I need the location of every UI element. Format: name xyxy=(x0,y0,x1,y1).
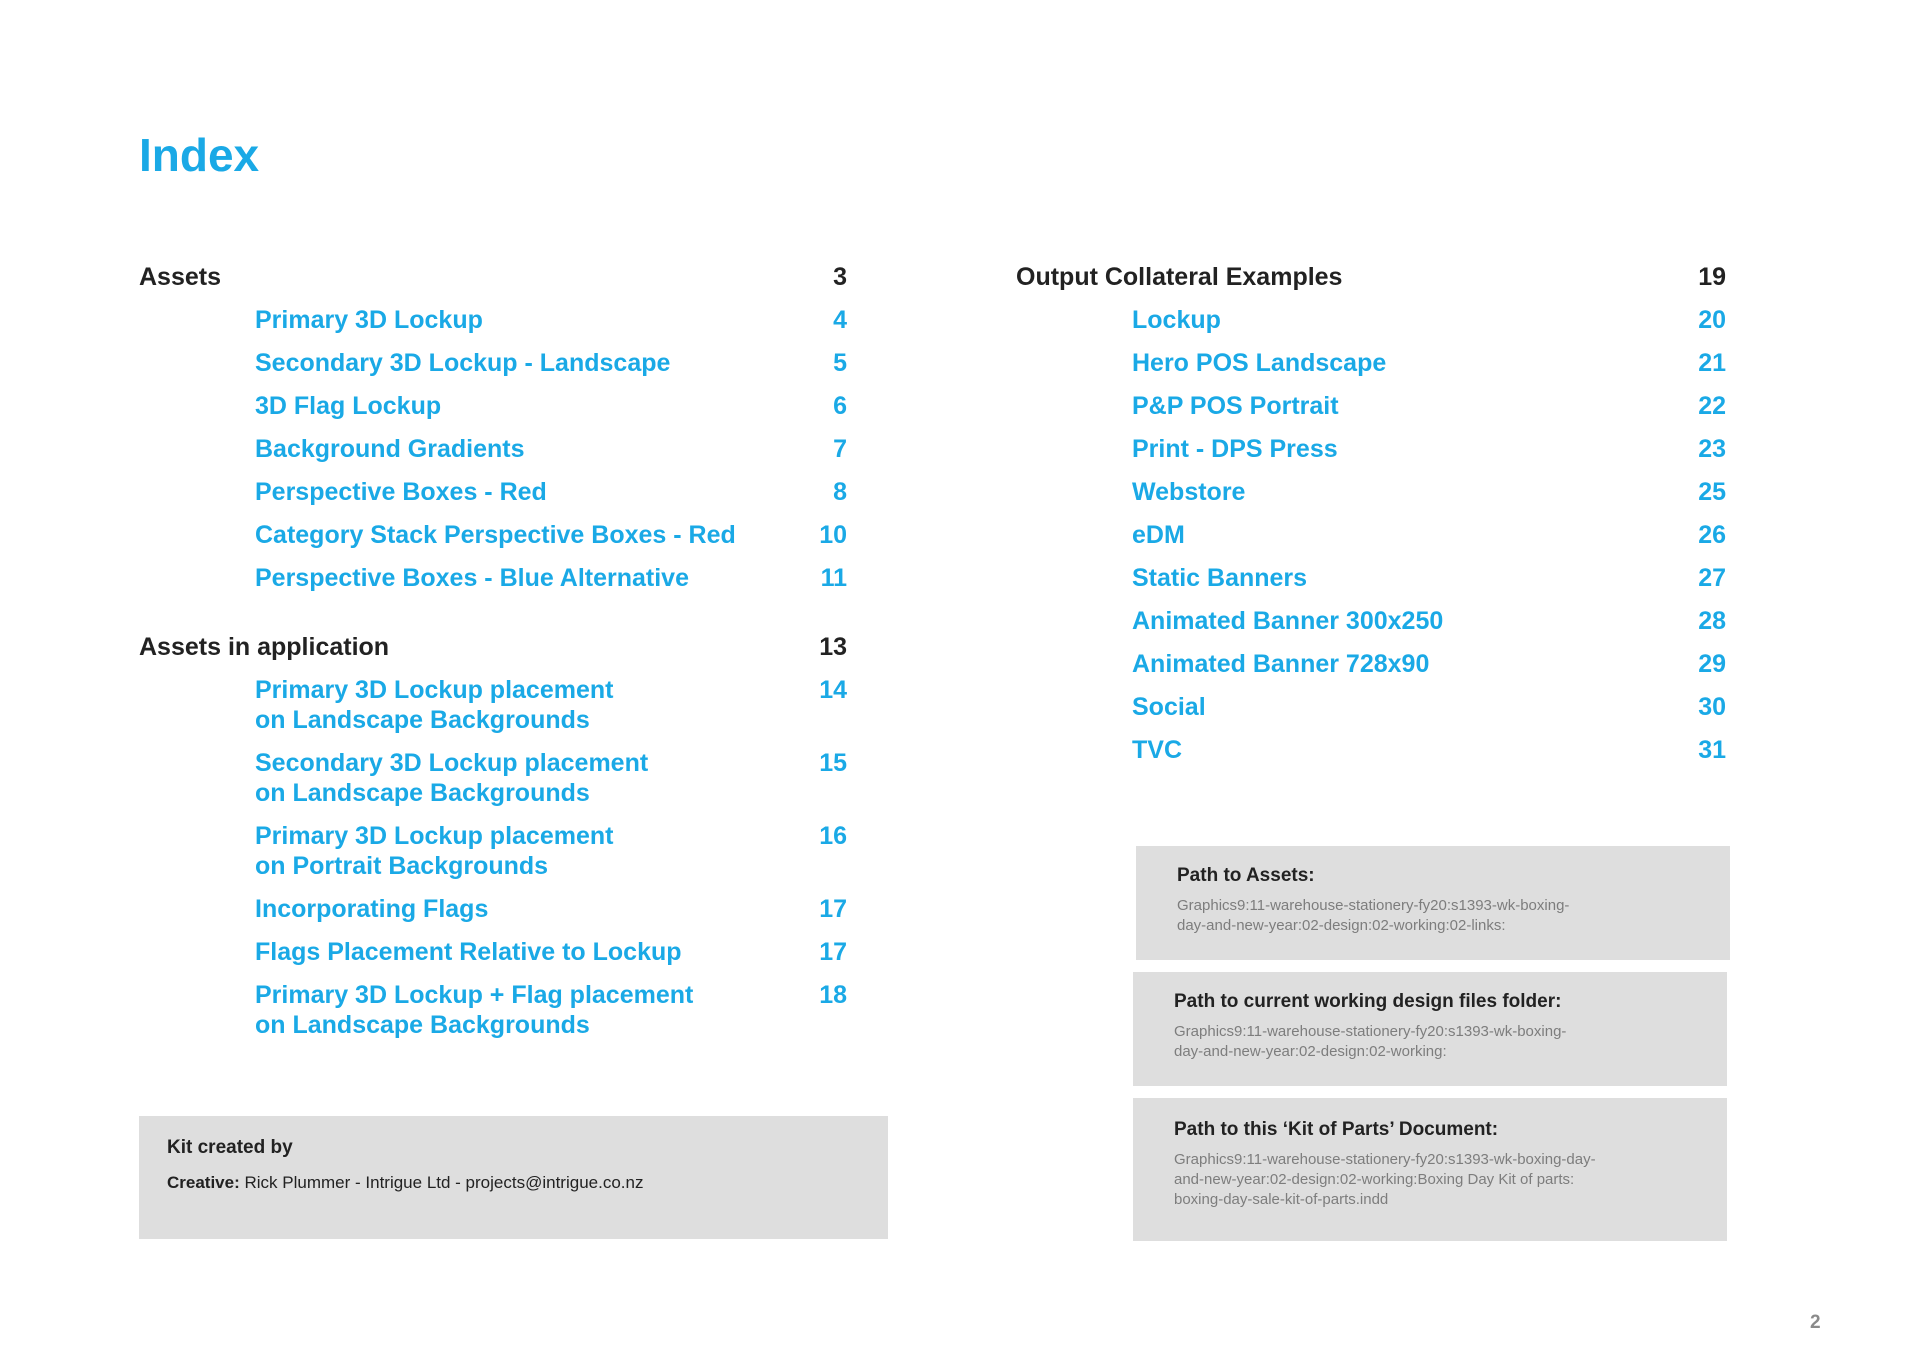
index-page-number: 13 xyxy=(819,633,847,661)
index-left-column xyxy=(139,262,847,1053)
index-entry-page: 7 xyxy=(833,435,847,463)
index-entry[interactable] xyxy=(1016,692,1726,722)
index-entry-page: 11 xyxy=(820,564,847,592)
path-line: boxing-day-sale-kit-of-parts.indd xyxy=(1174,1191,1389,1208)
index-entry-label: TVC xyxy=(1132,736,1182,764)
index-entry[interactable] xyxy=(1016,477,1726,507)
index-entry[interactable] xyxy=(1016,391,1726,421)
index-entry-page: 8 xyxy=(833,478,847,506)
index-entry-label: Hero POS Landscape xyxy=(1132,349,1387,377)
kit-credit-heading: Kit created by xyxy=(167,1137,293,1158)
index-entry-page: 4 xyxy=(833,306,847,334)
index-entry-page: 10 xyxy=(819,521,847,549)
kit-credit-box xyxy=(139,1116,888,1239)
index-entry-label: Static Banners xyxy=(1132,564,1308,592)
index-entry-page: 30 xyxy=(1698,693,1726,721)
index-entry[interactable] xyxy=(1016,434,1726,464)
index-entry[interactable] xyxy=(139,675,847,735)
index-entry-page: 16 xyxy=(819,822,847,850)
path-box-text xyxy=(1177,896,1689,936)
index-entry-page: 6 xyxy=(833,392,847,420)
index-entry[interactable] xyxy=(139,434,847,464)
index-entry-label xyxy=(255,748,648,808)
path-to-kit-document-box xyxy=(1133,1098,1727,1241)
index-entry-label xyxy=(255,980,693,1040)
path-box-text xyxy=(1174,1022,1686,1062)
path-box-title: Path to current working design files folder: xyxy=(1174,991,1562,1012)
index-entry-label: P&P POS Portrait xyxy=(1132,392,1339,420)
index-entry-page: 15 xyxy=(819,749,847,777)
index-entry-label: Background Gradients xyxy=(255,435,525,463)
index-entry-label-line2: on Landscape Backgrounds xyxy=(255,779,590,807)
index-entry[interactable] xyxy=(139,563,847,593)
index-entry-page: 28 xyxy=(1698,607,1726,635)
index-entry-label: Primary 3D Lockup xyxy=(255,306,483,334)
index-entry[interactable] xyxy=(139,821,847,881)
index-entry[interactable] xyxy=(139,748,847,808)
index-entry-label: Incorporating Flags xyxy=(255,895,489,923)
path-box-title: Path to this ‘Kit of Parts’ Document: xyxy=(1174,1119,1499,1140)
index-entry[interactable] xyxy=(1016,348,1726,378)
index-entry-page: 17 xyxy=(819,895,847,923)
index-heading: Assets in application xyxy=(139,633,390,661)
path-box-text xyxy=(1174,1150,1686,1210)
path-line: Graphics9:11-warehouse-stationery-fy20:s1393-wk-boxing- xyxy=(1174,1023,1567,1040)
index-heading-row xyxy=(1016,262,1726,305)
page-title: Index xyxy=(139,129,260,181)
index-entry-label: Animated Banner 300x250 xyxy=(1132,607,1444,635)
kit-credit-value: Rick Plummer - Intrigue Ltd - projects@intrigue.co.nz xyxy=(244,1173,644,1192)
index-entry-page: 29 xyxy=(1698,650,1726,678)
index-entry-page: 26 xyxy=(1698,521,1726,549)
index-entry-label: Category Stack Perspective Boxes - Red xyxy=(255,521,736,549)
index-entry-label: Perspective Boxes - Blue Alternative xyxy=(255,564,689,592)
index-entry-label: 3D Flag Lockup xyxy=(255,392,442,420)
index-entry[interactable] xyxy=(1016,563,1726,593)
index-section-assets xyxy=(139,262,847,593)
path-box-title: Path to Assets: xyxy=(1177,865,1315,886)
index-page-number: 3 xyxy=(833,263,847,291)
index-heading-row xyxy=(139,262,847,305)
index-heading: Output Collateral Examples xyxy=(1016,263,1343,291)
index-entry-page: 14 xyxy=(819,676,847,704)
index-entry-page: 23 xyxy=(1698,435,1726,463)
index-entry[interactable] xyxy=(139,894,847,924)
index-entry-label xyxy=(255,675,613,735)
index-section-output-collateral xyxy=(1016,262,1726,765)
index-entry-label: Secondary 3D Lockup - Landscape xyxy=(255,349,671,377)
index-entry-page: 18 xyxy=(819,981,847,1009)
index-entry-page: 21 xyxy=(1698,349,1726,377)
index-entry[interactable] xyxy=(1016,520,1726,550)
index-entry-page: 17 xyxy=(819,938,847,966)
path-line: Graphics9:11-warehouse-stationery-fy20:s1393-wk-boxing-day- xyxy=(1174,1151,1596,1168)
page-number: 2 xyxy=(1810,1312,1821,1333)
index-entry-page: 22 xyxy=(1698,392,1726,420)
index-entry-label: Perspective Boxes - Red xyxy=(255,478,547,506)
index-entry-label: Flags Placement Relative to Lockup xyxy=(255,938,682,966)
path-line: day-and-new-year:02-design:02-working:02-links: xyxy=(1177,917,1506,934)
index-entry-label: Print - DPS Press xyxy=(1132,435,1338,463)
path-line: day-and-new-year:02-design:02-working: xyxy=(1174,1043,1447,1060)
index-entry-page: 27 xyxy=(1698,564,1726,592)
index-entry[interactable] xyxy=(139,980,847,1040)
index-entry-label-line1: Secondary 3D Lockup placement xyxy=(255,749,649,777)
index-entry[interactable] xyxy=(139,348,847,378)
index-page-number: 19 xyxy=(1698,263,1726,291)
path-to-assets-box xyxy=(1136,846,1730,960)
index-entry-label-line1: Primary 3D Lockup placement xyxy=(255,822,614,850)
index-right-column xyxy=(1016,262,1726,778)
index-entry-label-line2: on Landscape Backgrounds xyxy=(255,1011,590,1039)
index-entry-page: 20 xyxy=(1698,306,1726,334)
index-entry[interactable] xyxy=(1016,305,1726,335)
index-entry-label: Webstore xyxy=(1132,478,1246,506)
kit-credit-line xyxy=(167,1172,860,1194)
path-line: Graphics9:11-warehouse-stationery-fy20:s1393-wk-boxing- xyxy=(1177,897,1570,914)
index-entry[interactable] xyxy=(139,305,847,335)
index-entry[interactable] xyxy=(1016,735,1726,765)
index-entry[interactable] xyxy=(1016,649,1726,679)
index-entry-label: Social xyxy=(1132,693,1206,721)
index-heading: Assets xyxy=(139,263,221,291)
index-section-assets-in-application xyxy=(139,632,847,1040)
index-entry-label-line1: Primary 3D Lockup placement xyxy=(255,676,614,704)
index-entry-page: 5 xyxy=(833,349,847,377)
index-entry-page: 31 xyxy=(1698,736,1726,764)
index-entry-label-line1: Primary 3D Lockup + Flag placement xyxy=(255,981,694,1009)
index-entry-label-line2: on Portrait Backgrounds xyxy=(255,852,549,880)
index-entry[interactable] xyxy=(139,391,847,421)
index-entry-label-line2: on Landscape Backgrounds xyxy=(255,706,590,734)
index-entry[interactable] xyxy=(1016,606,1726,636)
index-entry[interactable] xyxy=(139,477,847,507)
index-heading-row xyxy=(139,632,847,675)
index-entry-label: eDM xyxy=(1132,521,1185,549)
index-entry[interactable] xyxy=(139,520,847,550)
index-entry[interactable] xyxy=(139,937,847,967)
index-entry-label: Animated Banner 728x90 xyxy=(1132,650,1430,678)
index-entry-label xyxy=(255,821,613,881)
kit-credit-key: Creative: xyxy=(167,1173,240,1192)
path-line: and-new-year:02-design:02-working:Boxing Day Kit of parts: xyxy=(1174,1171,1575,1188)
index-entry-label: Lockup xyxy=(1132,306,1221,334)
path-to-working-files-box xyxy=(1133,972,1727,1086)
index-entry-page: 25 xyxy=(1698,478,1726,506)
